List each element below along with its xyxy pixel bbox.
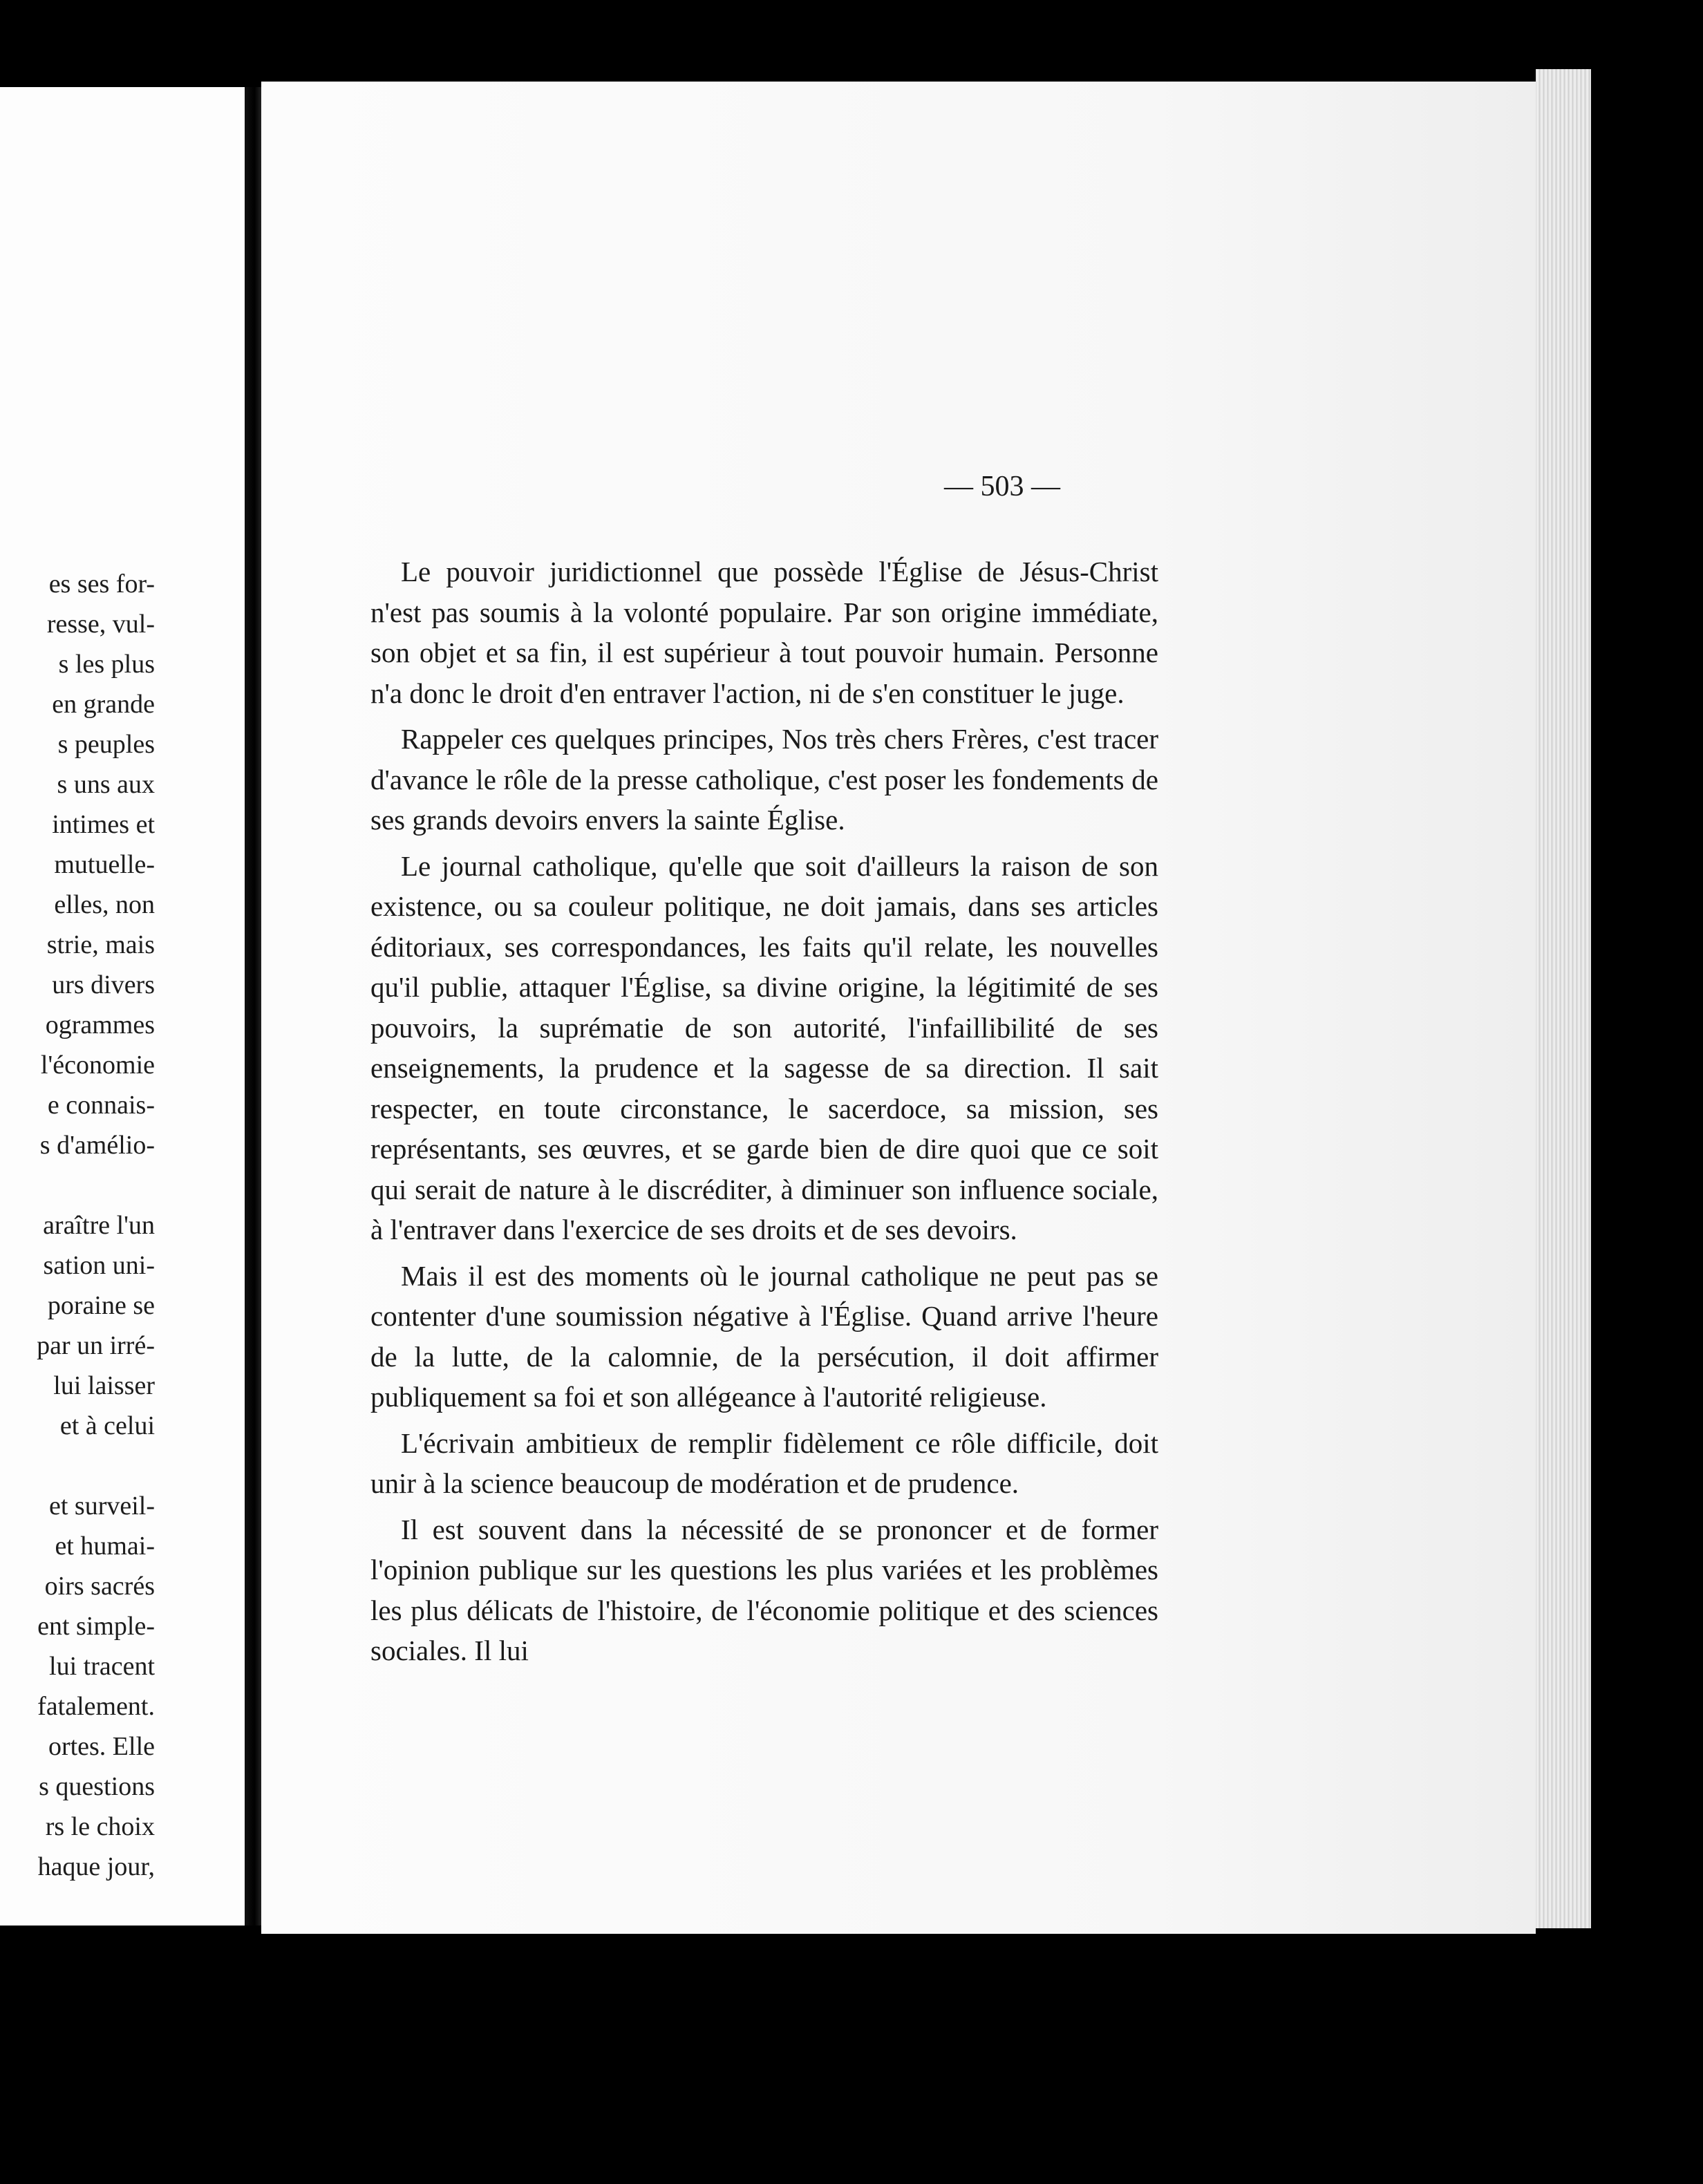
left-line: s questions	[39, 1772, 155, 1801]
paragraph: Mais il est des moments où le journal catholique ne peut pas se contenter d'une soumission négative à l'Église. Quand arrive l'heure de la lutte, de la calomnie, de la persécution, il doit affirmer publiquement sa foi et son allégeance à l'autorité religieuse.	[370, 1259, 1158, 1413]
paragraph: L'écrivain ambitieux de remplir fidèlement ce rôle difficile, doit unir à la science beaucoup de modération et de prudence.	[370, 1427, 1158, 1499]
left-line: mutuelle-	[54, 850, 155, 879]
left-line: oirs sacrés	[44, 1572, 155, 1601]
left-line: et surveil-	[48, 1491, 155, 1521]
paragraph: Le journal catholique, qu'elle que soit d'ailleurs la raison de son existence, ou sa couleur politique, ne doit jamais, dans ses articles éditoriaux, ses correspondances, les faits qu'il relate, les nouvelles qu'il publie, attaquer l'Église, sa divine origine, la légitimité de ses pouvoirs, la suprématie de son autorité, l'infaillibilité de ses enseignements, la prudence et la sagesse de sa direction. Il sait respecter, en toute circonstance, le sacerdoce, sa mission, ses représentants, ses œuvres, et se garde bien de dire quoi que ce soit qui serait de nature à le discréditer, à diminuer son influence sociale, à l'entraver dans l'exercice de ses droits et de ses devoirs.	[370, 849, 1158, 1245]
left-line: resse, vul-	[46, 610, 155, 639]
left-line: s uns aux	[57, 770, 155, 799]
left-line: l'économie	[40, 1051, 155, 1080]
left-line: haque jour,	[37, 1852, 155, 1881]
left-line: et humai-	[55, 1532, 155, 1561]
right-page	[261, 82, 1536, 1934]
left-line: e connais-	[47, 1091, 155, 1120]
left-line: elles, non	[54, 890, 155, 919]
paragraph: Le pouvoir juridictionnel que possède l'Église de Jésus-Christ n'est pas soumis à la volonté populaire. Par son origine immédiate, son objet et sa fin, il est supérieur à tout pouvoir humain. Personne n'a donc le droit d'en entraver l'action, ni de s'en constituer le juge.	[370, 556, 1158, 709]
left-line: poraine se	[47, 1291, 155, 1320]
left-line: araître l'un	[43, 1211, 155, 1240]
paragraph: Il est souvent dans la nécessité de se prononcer et de former l'opinion publique sur les questions les plus variées et les problèmes les plus délicats de l'histoire, de l'économie politique et des sciences sociales. Il lui	[370, 1513, 1158, 1666]
left-line: fatalement.	[37, 1692, 155, 1721]
page-edges	[1536, 69, 1591, 1928]
paragraph: Rappeler ces quelques principes, Nos très chers Frères, c'est tracer d'avance le rôle de la presse catholique, c'est poser les fondements de ses grands devoirs envers la sainte Église.	[370, 723, 1158, 836]
paragraph-gap	[37, 1165, 155, 1205]
left-line: et à celui	[59, 1411, 155, 1440]
book-gutter	[245, 87, 261, 1926]
left-line: ogrammes	[45, 1010, 155, 1039]
left-line: lui laisser	[53, 1371, 155, 1400]
paragraph-gap	[37, 1446, 155, 1486]
left-line: intimes et	[52, 810, 155, 839]
left-line: es ses for-	[48, 569, 155, 599]
left-line: sation uni-	[43, 1251, 155, 1280]
left-line: strie, mais	[46, 930, 155, 959]
body-text	[370, 552, 1158, 1677]
left-page	[0, 87, 245, 1926]
left-line: rs le choix	[45, 1812, 155, 1841]
page-number: — 503 —	[944, 471, 1060, 502]
left-line: en grande	[52, 690, 155, 719]
left-line: par un irré-	[37, 1331, 155, 1360]
left-line: lui tracent	[49, 1652, 155, 1681]
left-line: ent simple-	[37, 1612, 155, 1641]
left-line: urs divers	[52, 970, 155, 999]
left-line: ortes. Elle	[48, 1732, 155, 1761]
left-line: s d'amélio-	[39, 1131, 155, 1160]
left-page-text	[37, 564, 155, 1887]
left-line: s peuples	[57, 730, 155, 759]
left-line: s les plus	[58, 650, 155, 679]
